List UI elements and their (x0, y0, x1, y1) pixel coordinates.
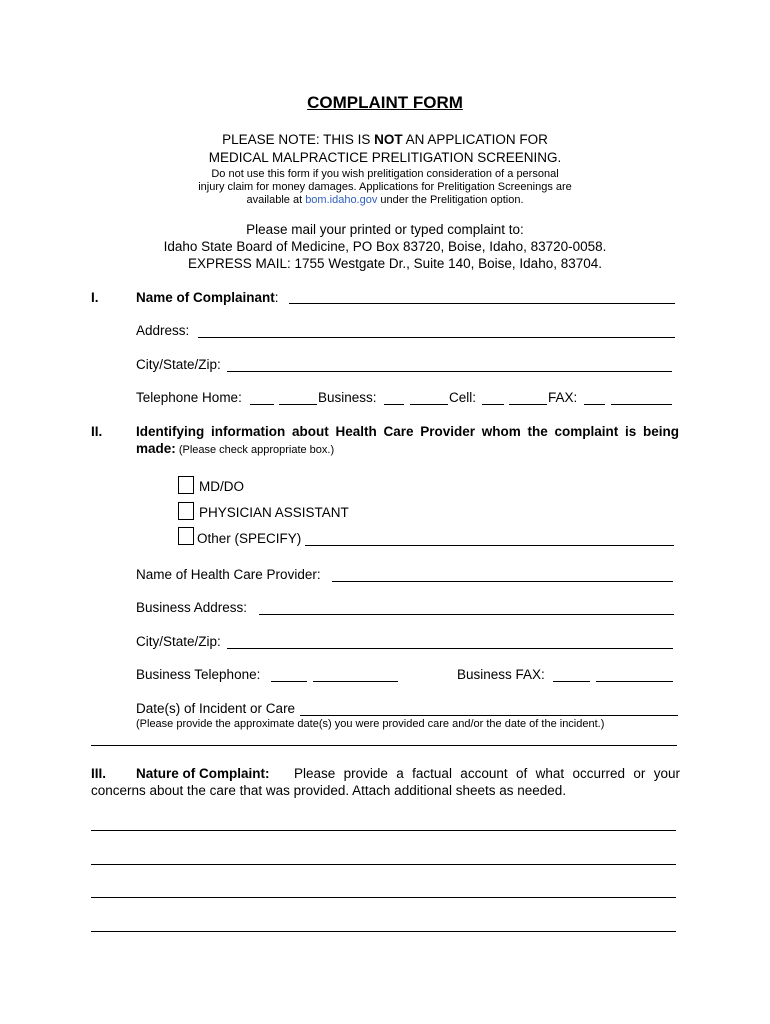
checkbox-physician-assistant[interactable] (178, 502, 194, 520)
notice-line-2: MEDICAL MALPRACTICE PRELITIGATION SCREENING. (208, 150, 562, 165)
business-telephone-label: Business Telephone: (136, 667, 261, 682)
fax-label: FAX: (548, 390, 578, 405)
section-1-numeral: I. (91, 290, 99, 305)
section-2-note: (Please check appropriate box.) (175, 444, 335, 456)
incident-dates-note: (Please provide the approximate date(s) you were provided care and/or the date of the incident.) (136, 718, 605, 730)
label-colon: : (274, 290, 279, 305)
address-field[interactable] (198, 337, 675, 338)
section-3-instructions-cont: concerns about the care that was provided. Attach additional sheets as needed. (91, 783, 567, 798)
label-text: Name of Complainant (136, 290, 275, 305)
section-2-numeral: II. (91, 424, 103, 439)
complaint-narrative-line-3[interactable] (91, 897, 676, 898)
section-2-heading-cont (136, 441, 334, 456)
option-other-label: Other (SPECIFY) (197, 531, 302, 546)
telephone-business-area-field[interactable] (384, 404, 404, 405)
telephone-home-area-field[interactable] (250, 404, 274, 405)
notice-text: available at (246, 194, 306, 206)
telephone-cell-label: Cell: (449, 390, 477, 405)
telephone-business-number-field[interactable] (410, 404, 448, 405)
notice-small-1: Do not use this form if you wish prelitigation consideration of a personal (211, 168, 559, 180)
other-specify-field[interactable] (305, 545, 674, 546)
provider-name-label: Name of Health Care Provider: (136, 567, 321, 582)
website-link[interactable]: bom.idaho.gov (305, 194, 378, 206)
fax-area-field[interactable] (584, 404, 605, 405)
notice-text: PLEASE NOTE: THIS IS (222, 132, 375, 147)
telephone-cell-number-field[interactable] (509, 404, 547, 405)
complaint-narrative-line-1[interactable] (91, 830, 676, 831)
notice-text: AN APPLICATION FOR (402, 132, 548, 147)
telephone-cell-area-field[interactable] (482, 404, 504, 405)
business-fax-number-field[interactable] (596, 681, 673, 682)
provider-city-state-zip-field[interactable] (227, 648, 673, 649)
label-text: made: (136, 441, 176, 456)
section-3-numeral: III. (91, 766, 107, 781)
page-title: COMPLAINT FORM (307, 93, 463, 112)
notice-small-3 (0, 194, 770, 206)
telephone-home-number-field[interactable] (279, 404, 317, 405)
section-3-heading: Nature of Complaint: (136, 766, 270, 781)
incident-dates-extra-line[interactable] (91, 745, 677, 746)
business-address-field[interactable] (259, 614, 674, 615)
notice-small-2: injury claim for money damages. Applications for Prelitigation Screenings are (198, 181, 572, 193)
business-fax-area-field[interactable] (553, 681, 590, 682)
provider-city-state-zip-label: City/State/Zip: (136, 634, 221, 649)
complainant-name-label (136, 290, 279, 305)
mail-address: Idaho State Board of Medicine, PO Box 83720, Boise, Idaho, 83720-0058. (163, 239, 607, 254)
telephone-home-label: Telephone Home: (136, 390, 242, 405)
city-state-zip-field[interactable] (227, 371, 672, 372)
business-telephone-number-field[interactable] (313, 681, 398, 682)
incident-dates-label: Date(s) of Incident or Care (136, 701, 296, 716)
section-3-instructions: Please provide a factual account of what occurred or your (294, 766, 680, 781)
checkbox-md-do[interactable] (178, 476, 194, 494)
city-state-zip-label: City/State/Zip: (136, 357, 221, 372)
fax-number-field[interactable] (611, 404, 672, 405)
option-md-do-label: MD/DO (199, 479, 244, 494)
business-telephone-area-field[interactable] (271, 681, 307, 682)
provider-name-field[interactable] (332, 581, 673, 582)
complainant-name-field[interactable] (289, 303, 675, 304)
option-physician-assistant-label: PHYSICIAN ASSISTANT (199, 505, 349, 520)
complaint-narrative-line-2[interactable] (91, 864, 676, 865)
section-2-heading: Identifying information about Health Care Provider whom the complaint is being (136, 424, 679, 439)
notice-line-1 (0, 132, 770, 147)
address-label: Address: (136, 323, 190, 338)
telephone-business-label: Business: (318, 390, 377, 405)
checkbox-other[interactable] (178, 527, 194, 545)
business-fax-label: Business FAX: (457, 667, 545, 682)
section-3-heading-line (136, 766, 680, 781)
express-mail-address: EXPRESS MAIL: 1755 Westgate Dr., Suite 140, Boise, Idaho, 83704. (188, 256, 602, 271)
notice-not-emphasis: NOT (374, 132, 403, 147)
notice-text: under the Prelitigation option. (377, 194, 524, 206)
mail-instructions: Please mail your printed or typed complaint to: (246, 222, 524, 237)
business-address-label: Business Address: (136, 600, 248, 615)
incident-dates-field[interactable] (300, 715, 678, 716)
complaint-narrative-line-4[interactable] (91, 931, 676, 932)
